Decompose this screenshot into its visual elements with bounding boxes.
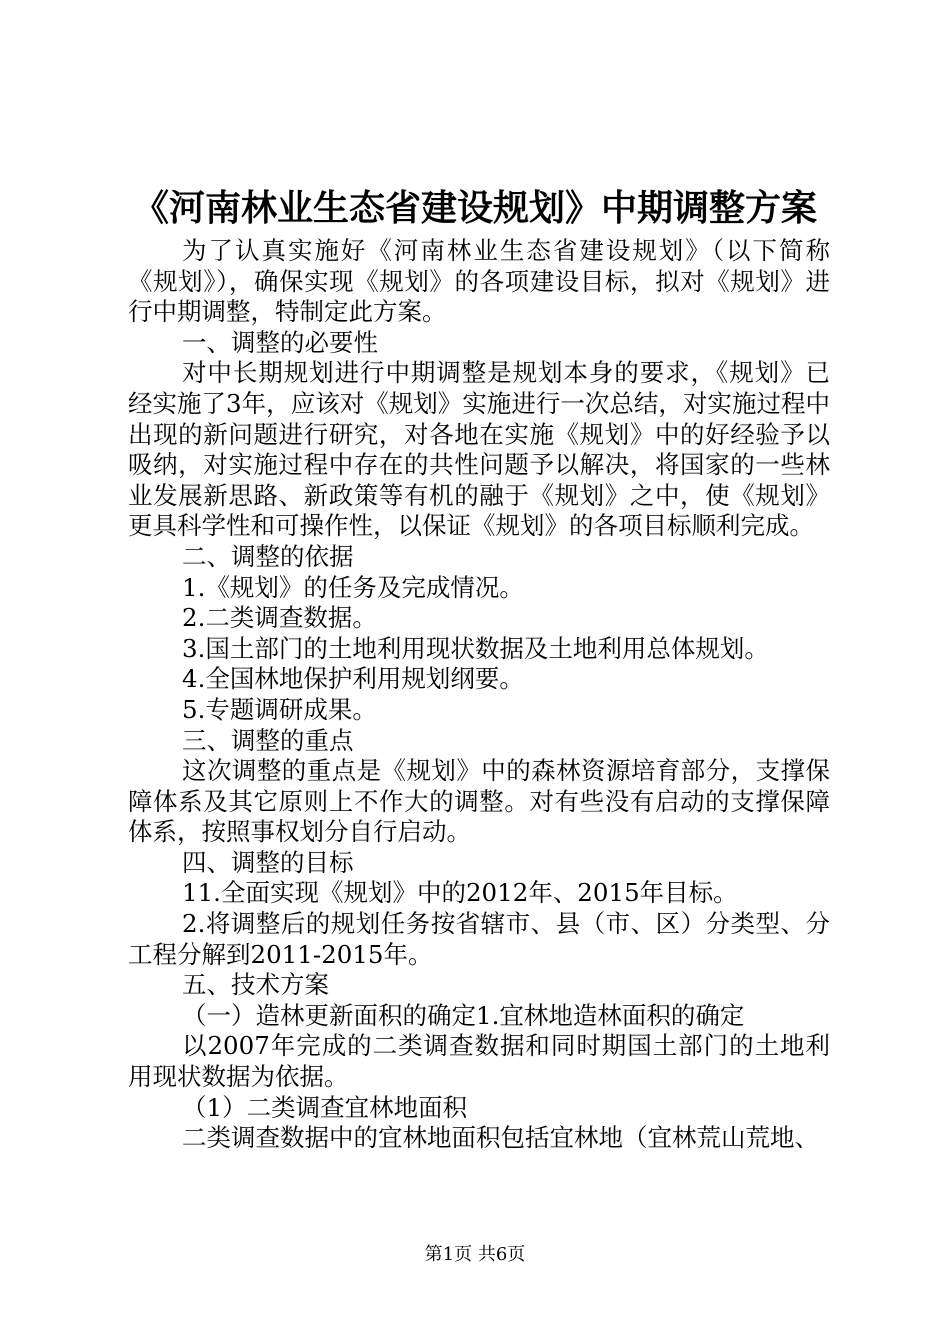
paragraph-data-basis: 以2007年完成的二类调查数据和同时期国土部门的土地利用现状数据为依据。 — [128, 1031, 830, 1092]
document-title: 《河南林业生态省建设规划》中期调整方案 — [132, 187, 817, 229]
paragraph-focus: 这次调整的重点是《规划》中的森林资源培育部分，支撑保障体系及其它原则上不作大的调整。对有些没有启动的支撑保障体系，按照事权划分自行启动。 — [128, 756, 830, 847]
section-heading-1: 一、调整的必要性 — [182, 327, 378, 357]
list-item-basis-3: 3.国土部门的土地利用现状数据及土地利用总体规划。 — [182, 633, 769, 663]
section-heading-3: 三、调整的重点 — [182, 725, 354, 755]
subsection-heading-1: （一）造林更新面积的确定1.宜林地造林面积的确定 — [182, 1000, 745, 1030]
list-item-goal-2: 2.将调整后的规划任务按省辖市、县（市、区）分类型、分工程分解到2011-2015年。 — [128, 909, 830, 969]
section-heading-4: 四、调整的目标 — [182, 847, 354, 877]
subsection-heading-1-1: （1）二类调查宜林地面积 — [182, 1092, 468, 1122]
paragraph-survey-area: 二类调查数据中的宜林地面积包括宜林地（宜林荒山荒地、 — [182, 1123, 819, 1153]
document-body — [128, 236, 830, 1154]
section-heading-5: 五、技术方案 — [182, 970, 329, 1000]
list-item-basis-4: 4.全国林地保护利用规划纲要。 — [182, 664, 524, 694]
section-heading-2: 二、调整的依据 — [182, 541, 354, 571]
list-item-basis-2: 2.二类调查数据。 — [182, 603, 377, 633]
list-item-basis-1: 1.《规划》的任务及完成情况。 — [182, 572, 524, 602]
paragraph-intro: 为了认真实施好《河南林业生态省建设规划》（以下简称《规划》），确保实现《规划》的各项建设目标，拟对《规划》进行中期调整，特制定此方案。 — [128, 236, 830, 327]
paragraph-necessity: 对中长期规划进行中期调整是规划本身的要求，《规划》已经实施了3年，应该对《规划》实施进行一次总结，对实施过程中出现的新问题进行研究，对各地在实施《规划》中的好经验予以吸纳，对实施过程中存在的共性问题予以解决，将国家的一些林业发展新思路、新政策等有机的融于《规划》之中，使《规划》更具科学性和可操作性，以保证《规划》的各项目标顺利完成。 — [128, 358, 830, 541]
page-number-footer: 第1页 共6页 — [424, 1244, 526, 1265]
list-item-goal-1: 11.全面实现《规划》中的2012年、2015年目标。 — [182, 878, 738, 908]
list-item-basis-5: 5.专题调研成果。 — [182, 694, 377, 724]
